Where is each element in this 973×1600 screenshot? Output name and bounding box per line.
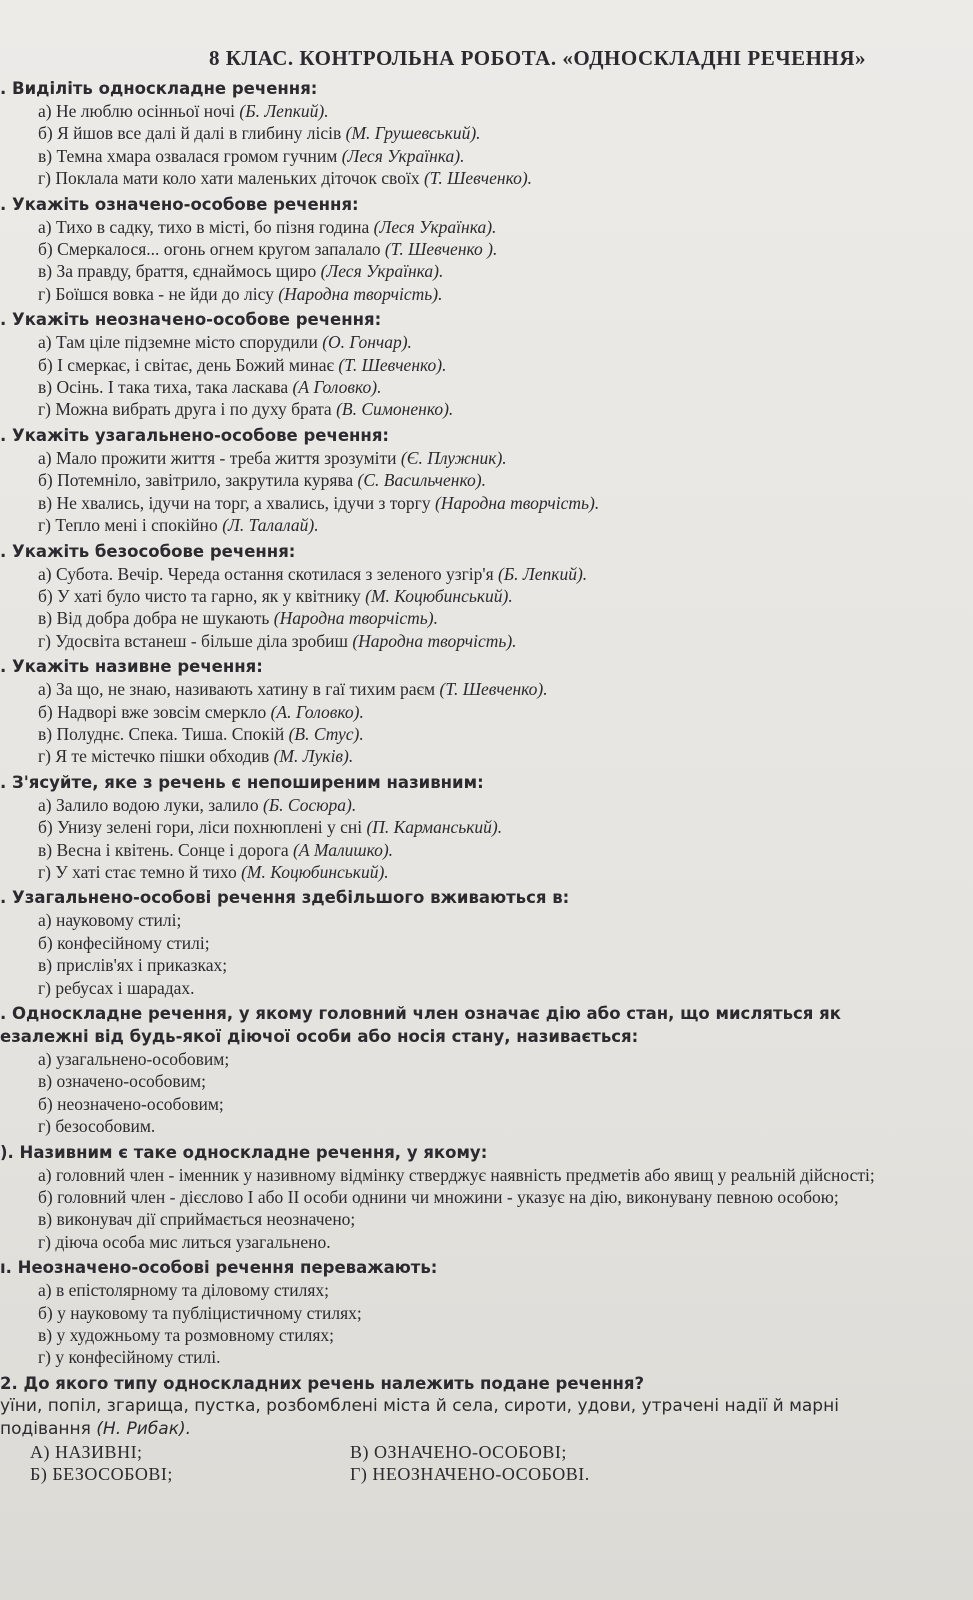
question-4 bbox=[0, 424, 955, 537]
option-text: в) Весна і квітень. Сонце і дорога bbox=[38, 839, 293, 860]
option-source: (Леся Українка). bbox=[341, 145, 465, 166]
option-text: в) За правду, браття, єднаймось щиро bbox=[38, 261, 321, 282]
option-text: г) Я те містечко пішки обходив bbox=[38, 746, 274, 767]
question-text: ). Називним є таке односкладне речення, у якому: bbox=[0, 1142, 488, 1162]
answer-option bbox=[38, 145, 955, 167]
option-text: г) Тепло мені і спокійно bbox=[38, 515, 223, 536]
option-source: (Є. Плужник). bbox=[400, 447, 507, 468]
option-source: (Б. Лепкий). bbox=[239, 101, 329, 121]
option-list bbox=[0, 563, 955, 653]
answer-option bbox=[38, 398, 955, 420]
answer-option bbox=[38, 745, 955, 767]
option-source: (А. Головко). bbox=[270, 701, 364, 722]
answer-option bbox=[38, 1048, 955, 1070]
option-source: (М. Коцюбинський). bbox=[241, 861, 389, 882]
option-text: в) Осінь. І така тиха, така ласкава bbox=[38, 377, 293, 398]
question-7 bbox=[0, 771, 955, 884]
answer-option bbox=[38, 1324, 955, 1346]
option-text: б) Потемніло, завітрило, закрутила курява bbox=[38, 470, 358, 491]
answer-option bbox=[38, 260, 955, 282]
option-text: г) ребусах і шарадах. bbox=[38, 977, 195, 998]
question-text: ı. Неозначено-особові речення переважають: bbox=[0, 1258, 438, 1278]
answer-option bbox=[38, 909, 955, 931]
option-text: а) За що, не знаю, називають хатину в гаї тихим раєм bbox=[38, 679, 440, 700]
option-text: г) у конфесійному стилі. bbox=[38, 1347, 221, 1368]
option-source: (М. Луків). bbox=[273, 746, 354, 767]
option-list bbox=[0, 1279, 955, 1369]
option-text: б) конфесійному стилі; bbox=[38, 932, 210, 953]
option-text: в) Полуднє. Спека. Тиша. Спокій bbox=[38, 723, 289, 744]
option-source: (М. Грушевський). bbox=[345, 123, 481, 144]
answer-option bbox=[38, 1115, 955, 1137]
option-text: б) Унизу зелені гори, ліси похнюплені у сні bbox=[38, 817, 367, 838]
answer-option bbox=[38, 122, 955, 144]
option-list bbox=[0, 100, 955, 190]
question-2 bbox=[0, 193, 955, 306]
answer-option bbox=[38, 932, 955, 954]
option-text: б) У хаті було чисто та гарно, як у квітнику bbox=[38, 585, 366, 606]
option-text: г) У хаті стає темно й тихо bbox=[38, 861, 242, 882]
option-source: (Народна творчість). bbox=[435, 492, 600, 513]
option-source: (Т. Шевченко). bbox=[338, 354, 447, 375]
option-text: в) Не хвались, ідучи на торг, а хвались, ідучи з торгу bbox=[38, 492, 435, 513]
option-text: г) безособовим. bbox=[38, 1116, 156, 1137]
answer-option bbox=[38, 839, 955, 861]
question-6 bbox=[0, 655, 955, 768]
option-text: в) виконувач дії сприймається неозначено; bbox=[38, 1209, 356, 1230]
option-source: (П. Карманський). bbox=[366, 817, 503, 838]
answer-option bbox=[38, 816, 955, 838]
option-source: (М. Коцюбинський). bbox=[365, 585, 513, 606]
option-text: а) Тихо в садку, тихо в місті, бо пізня година bbox=[38, 216, 374, 237]
answer-option bbox=[38, 216, 955, 238]
answer-option bbox=[38, 607, 955, 629]
option-text: в) прислів'ях і приказках; bbox=[38, 955, 228, 976]
answer-option bbox=[38, 331, 955, 353]
question-12-text: 2. До якого типу односкладних речень належить подане речення? bbox=[0, 1373, 645, 1393]
option-text: а) Там ціле підземне місто спорудили bbox=[38, 332, 323, 353]
answer-option bbox=[38, 447, 955, 469]
answer-option bbox=[38, 563, 955, 585]
answer-option bbox=[38, 861, 955, 883]
question-text: . Укажіть безособове речення: bbox=[0, 541, 296, 561]
option-text: а) узагальнено-особовим; bbox=[38, 1049, 230, 1069]
answer-option bbox=[38, 585, 955, 607]
answer-option bbox=[38, 977, 955, 999]
option-source: (В. Симоненко). bbox=[336, 399, 454, 420]
answer-option bbox=[38, 514, 955, 536]
answer-option bbox=[38, 1164, 955, 1186]
option-source: (А Малишко). bbox=[293, 839, 394, 860]
question-12-quote bbox=[0, 1395, 955, 1441]
option-list bbox=[0, 678, 955, 768]
option-text: б) неозначено-особовим; bbox=[38, 1093, 224, 1114]
option-source: (Б. Лепкий). bbox=[498, 563, 588, 584]
option-text: а) Субота. Вечір. Череда остання скотилася з зеленого узгір'я bbox=[38, 563, 498, 584]
question-text: . Виділіть односкладне речення: bbox=[0, 79, 318, 98]
answer-option bbox=[38, 469, 955, 491]
quote-source: (Н. Рибак). bbox=[96, 1418, 192, 1439]
answer-option bbox=[38, 1231, 955, 1253]
option-source: (О. Гончар). bbox=[322, 332, 412, 353]
answer-option bbox=[38, 1346, 955, 1368]
option-source: (Л. Талалай). bbox=[222, 515, 319, 536]
option-text: б) головний член - дієслово І або ІІ особи однини чи множини - указує на дію, виконувану певною особою; bbox=[38, 1187, 839, 1208]
answer-option bbox=[38, 238, 955, 260]
question-9 bbox=[0, 1002, 955, 1138]
option-text: а) Мало прожити життя - треба життя зрозуміти bbox=[38, 447, 401, 468]
option-text: в) у художньому та розмовному стилях; bbox=[38, 1325, 335, 1346]
option-text: а) науковому стилі; bbox=[38, 910, 182, 931]
option-source: (Т. Шевченко). bbox=[423, 168, 533, 189]
option-source: (Народна творчість). bbox=[352, 630, 517, 651]
option-text: г) Удосвіта встанеш - більше діла зробиш bbox=[38, 630, 353, 651]
option-list bbox=[0, 794, 955, 884]
option-source: (С. Васильченко). bbox=[357, 470, 486, 491]
answer-option bbox=[38, 678, 955, 700]
answer-g: Г) НЕОЗНАЧЕНО-ОСОБОВІ. bbox=[350, 1463, 590, 1484]
question-text: . Укажіть неозначено-особове речення: bbox=[0, 310, 382, 330]
option-source: (Народна творчість). bbox=[278, 283, 443, 304]
option-text: а) головний член - іменник у називному відмінку стверджує наявність предметів або явищ у реальній дійсності; bbox=[38, 1164, 875, 1185]
option-text: г) Можна вибрать друга і по духу брата bbox=[38, 399, 337, 420]
option-text: б) Надворі вже зовсім смеркло bbox=[38, 701, 271, 722]
option-source: (Леся Українка). bbox=[373, 216, 497, 237]
answer-option bbox=[38, 1093, 955, 1115]
option-text: г) Поклала мати коло хати маленьких діточок своїх bbox=[38, 168, 424, 189]
answer-option bbox=[38, 1279, 955, 1301]
option-text: а) Не люблю осінньої ночі bbox=[38, 101, 240, 121]
question-text: . Односкладне речення, у якому головний член означає дію або стан, що мисляться як bbox=[0, 1004, 841, 1023]
option-text: а) Залило водою луки, залило bbox=[38, 794, 263, 815]
question-text: . З'ясуйте, яке з речень є непоширеним називним: bbox=[0, 772, 484, 792]
option-source: (Леся Українка). bbox=[320, 261, 444, 282]
answer-grid bbox=[0, 1441, 955, 1485]
answer-b: Б) БЕЗОСОБОВІ; bbox=[30, 1463, 173, 1484]
option-text: а) в епістолярному та діловому стилях; bbox=[38, 1280, 330, 1301]
answer-option bbox=[38, 723, 955, 745]
answer-option bbox=[38, 283, 955, 305]
question-list bbox=[0, 77, 955, 1369]
question-text: . Укажіть узагальнено-особове речення: bbox=[0, 425, 390, 445]
question-11 bbox=[0, 1256, 955, 1369]
option-text: г) Боїшся вовка - не йди до лісу bbox=[38, 283, 279, 304]
question-10 bbox=[0, 1141, 955, 1254]
option-list bbox=[0, 909, 955, 999]
option-list bbox=[0, 1164, 955, 1254]
answer-option bbox=[38, 794, 955, 816]
answer-option bbox=[38, 1302, 955, 1324]
question-5 bbox=[0, 540, 955, 653]
option-list bbox=[0, 1048, 955, 1138]
answer-option bbox=[38, 954, 955, 976]
option-list bbox=[0, 216, 955, 306]
answer-v: В) ОЗНАЧЕНО-ОСОБОВІ; bbox=[350, 1441, 567, 1462]
option-source: (Народна творчість). bbox=[273, 608, 438, 629]
option-text: б) у науковому та публіцистичному стилях; bbox=[38, 1302, 362, 1323]
answer-option bbox=[38, 1208, 955, 1230]
answer-option bbox=[38, 630, 955, 652]
option-list bbox=[0, 447, 955, 537]
question-text-continued: езалежні від будь-якої діючої особи або носія стану, називається: bbox=[0, 1027, 639, 1046]
question-3 bbox=[0, 308, 955, 421]
page-title: 8 КЛАС. КОНТРОЛЬНА РОБОТА. «ОДНОСКЛАДНІ РЕЧЕННЯ» bbox=[209, 46, 866, 70]
answer-option bbox=[38, 167, 955, 189]
question-1 bbox=[0, 77, 955, 190]
option-source: (Т. Шевченко). bbox=[439, 679, 548, 700]
question-8 bbox=[0, 886, 955, 999]
option-list bbox=[0, 331, 955, 421]
answer-option bbox=[38, 376, 955, 398]
option-text: в) Від добра добра не шукають bbox=[38, 608, 274, 629]
quote-text: уїни, попіл, згарища, пустка, розбомблені міста й села, сироти, удови, утрачені надії й марні подівання bbox=[0, 1395, 839, 1439]
answer-option bbox=[38, 100, 955, 122]
option-source: (В. Стус). bbox=[288, 723, 364, 744]
answer-option bbox=[38, 1186, 955, 1208]
answer-option bbox=[38, 492, 955, 514]
question-12 bbox=[0, 1372, 955, 1485]
option-text: в) означено-особовим; bbox=[38, 1071, 206, 1092]
question-text: . Узагальнено-особові речення здебільшого вживаються в: bbox=[0, 888, 570, 908]
answer-option bbox=[38, 1070, 955, 1092]
option-source: (Б. Сосюра). bbox=[263, 794, 357, 815]
question-text: . Укажіть означено-особове речення: bbox=[0, 194, 359, 214]
option-text: г) діюча особа мис литься узагальнено. bbox=[38, 1231, 331, 1252]
answer-option bbox=[38, 701, 955, 723]
option-source: (А Головко). bbox=[292, 377, 382, 398]
option-text: б) Смеркалося... огонь огнем кругом запалало bbox=[38, 239, 385, 260]
question-text: . Укажіть називне речення: bbox=[0, 657, 263, 677]
option-text: б) Я йшов все далі й далі в глибину лісів bbox=[38, 123, 346, 144]
option-text: в) Темна хмара озвалася громом гучним bbox=[38, 145, 342, 166]
answer-option bbox=[38, 354, 955, 376]
option-source: (Т. Шевченко ). bbox=[384, 239, 498, 260]
answer-a: А) НАЗИВНІ; bbox=[30, 1441, 143, 1462]
option-text: б) І смеркає, і світає, день Божий минає bbox=[38, 354, 339, 375]
